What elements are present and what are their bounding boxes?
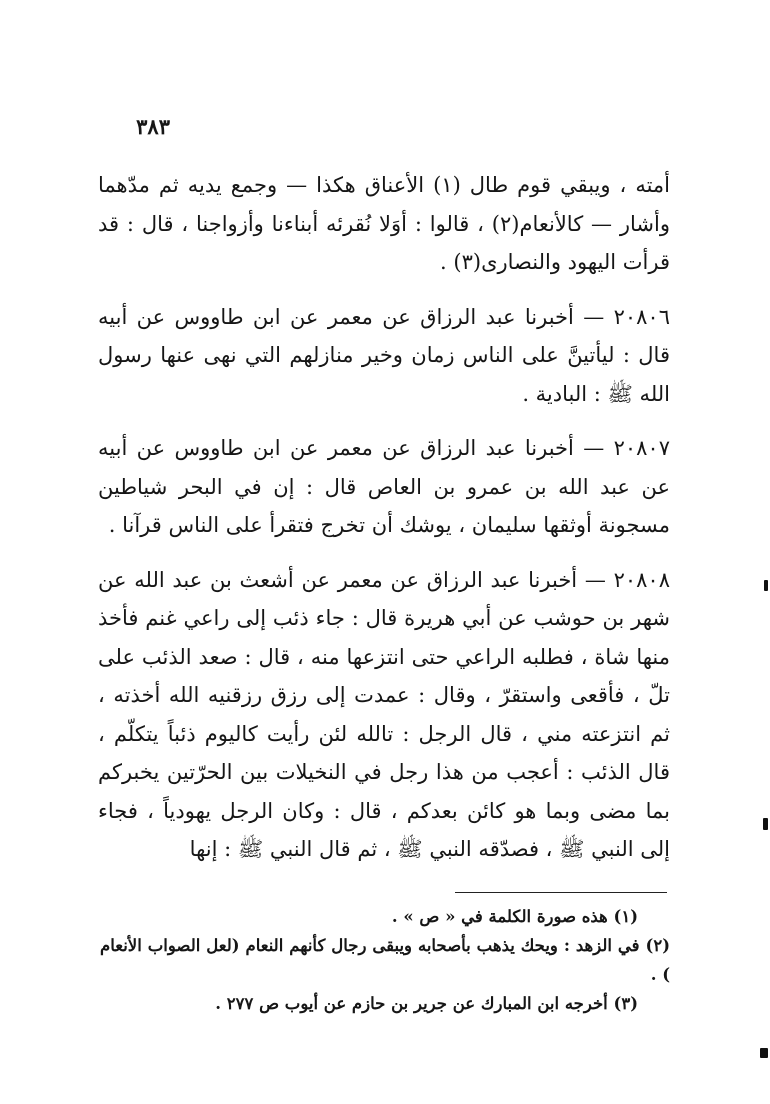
- footnote-1: (١) هذه صورة الكلمة في « ص » .: [391, 907, 638, 926]
- footnotes: [100, 902, 670, 1018]
- footnote-divider: [455, 892, 667, 893]
- footnote-2: (٢) في الزهد : ويحك يذهب بأصحابه ويبقى رجال كأنهم النعام (لعل الصواب الأنعام ) .: [100, 936, 670, 984]
- scan-speck: [763, 818, 768, 830]
- paragraph-continuation: أمته ، ويبقي قوم طال (١) الأعناق هكذا — وجمع يديه ثم مدّهما وأشار — كالأنعام(٢) ، قالوا : أوَلا نُقرئه أبناءنا وأزواجنا ، قال : قد قرأت اليهود والنصارى(٣) .: [98, 173, 670, 274]
- scan-speck: [760, 1048, 768, 1058]
- page-number: ٣٨٣: [136, 114, 170, 139]
- hadith-20807: ٢٠٨٠٧ — أخبرنا عبد الرزاق عن معمر عن ابن طاووس عن أبيه عن عبد الله بن عمرو بن العاص قال : إن في البحر شياطين مسجونة أوثقها سليمان ، يوشك أن تخرج فتقرأ على الناس قرآنا .: [98, 436, 670, 537]
- main-text: [98, 166, 670, 869]
- hadith-20808: ٢٠٨٠٨ — أخبرنا عبد الرزاق عن معمر عن أشعث بن عبد الله عن شهر بن حوشب عن أبي هريرة قال : جاء ذئب إلى راعي غنم فأخذ منها شاة ، فطلبه الراعي حتى انتزعها منه ، قال : صعد الذئب على تلّ ، فأقعى واستقرّ ، وقال : عمدت إلى رزق رزقنيه الله أخذته ، ثم انتزعته مني ، قال الرجل : تالله لئن رأيت كاليوم ذئباً يتكلّم ، قال الذئب : أعجب من هذا رجل في النخيلات بين الحرّتين يخبركم بما مضى وبما هو كائن بعدكم ، قال : وكان الرجل يهودياً ، فجاء إلى النبي ﷺ ، فصدّقه النبي ﷺ ، ثم قال النبي ﷺ : إنها: [98, 567, 670, 861]
- scan-speck: [764, 580, 768, 591]
- footnote-3: (٣) أخرجه ابن المبارك عن جرير بن حازم عن أيوب ص ٢٧٧ .: [215, 994, 638, 1013]
- hadith-20806: ٢٠٨٠٦ — أخبرنا عبد الرزاق عن معمر عن ابن طاووس عن أبيه قال : ليأتينَّ على الناس زمان وخير منازلهم التي نهى عنها رسول الله ﷺ : البادية .: [98, 304, 670, 406]
